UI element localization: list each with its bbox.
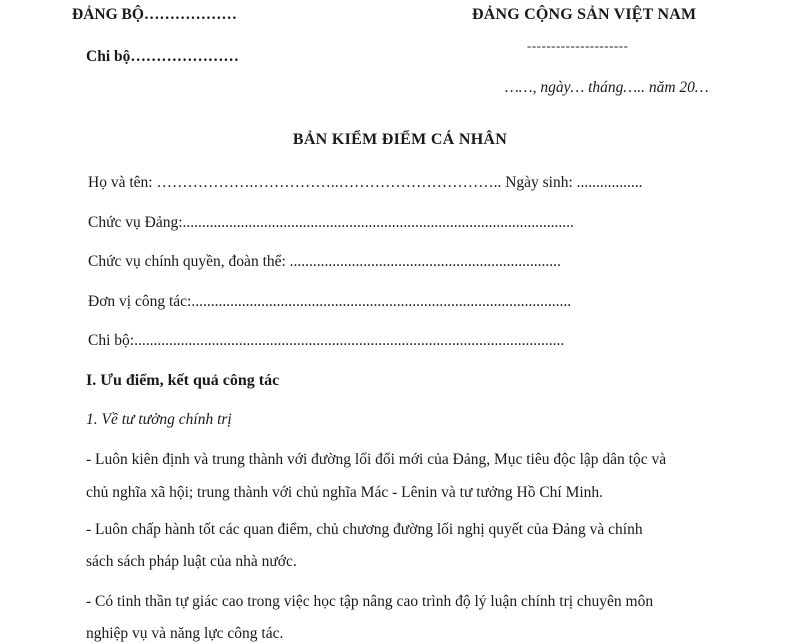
- paragraph-line: chủ nghĩa xã hội; trung thành với chủ nghĩa Mác - Lênin và tư tưởng Hồ Chí Minh.: [86, 484, 604, 501]
- work-unit-field: Đơn vị công tác:..................................................................................................: [88, 293, 572, 310]
- header-separator: ---------------------: [527, 38, 629, 53]
- subsection-heading: 1. Về tư tưởng chính trị: [86, 411, 232, 428]
- party-cell-label: Chi bộ…………………: [86, 48, 239, 65]
- paragraph-line: nghiệp vụ và năng lực công tác.: [86, 625, 284, 642]
- party-name-heading: ĐẢNG CỘNG SẢN VIỆT NAM: [472, 6, 697, 23]
- party-position-field: Chức vụ Đảng:.....................................................................................................: [88, 214, 574, 231]
- party-committee-label: ĐẢNG BỘ………………: [72, 6, 237, 23]
- paragraph-line: - Luôn kiên định và trung thành với đường lối đổi mới của Đảng, Mục tiêu độc lập dân tộc và: [86, 451, 667, 468]
- government-position-field: Chức vụ chính quyền, đoàn thể: ......................................................................: [88, 253, 561, 270]
- date-line: ……, ngày… tháng….. năm 20…: [505, 79, 709, 96]
- document-title: BẢN KIỂM ĐIỂM CÁ NHÂN: [292, 131, 508, 148]
- paragraph-line: - Có tinh thần tự giác cao trong việc học tập nâng cao trình độ lý luận chính trị chuyên môn: [86, 593, 654, 610]
- paragraph-line: sách sách pháp luật của nhà nước.: [86, 553, 297, 570]
- paragraph-line: - Luôn chấp hành tốt các quan điểm, chủ chương đường lối nghị quyết của Đảng và chính: [86, 521, 643, 538]
- party-cell-field: Chi bộ:...............................................................................................................: [88, 332, 565, 349]
- full-name-field: Họ và tên: ……………….……………..………………………….. Ngày sinh: .................: [88, 174, 643, 191]
- section-heading: I. Ưu điểm, kết quả công tác: [86, 372, 280, 389]
